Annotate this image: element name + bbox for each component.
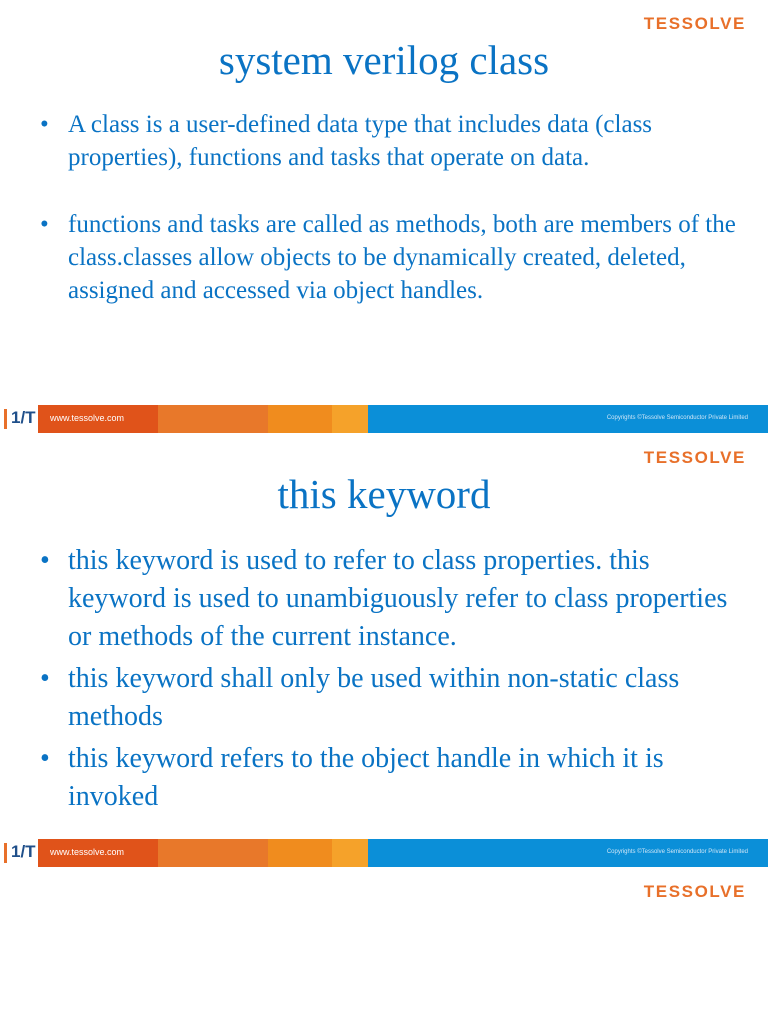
bullet-item (40, 660, 740, 736)
footer-logo (0, 839, 38, 867)
bullet-text: this keyword shall only be used within non-static class methods (68, 663, 680, 732)
slide-title: this keyword (277, 471, 491, 517)
footer-url[interactable]: www.tessolve.com (50, 847, 125, 857)
footer-copyright: Copyrights ©Tessolve Semiconductor Private Limited (606, 849, 748, 855)
bullet-dot-icon: • (40, 545, 50, 576)
bullet-text: this keyword is used to refer to class properties. this keyword is used to unambiguously refer to class properties or methods of the current instance. (68, 545, 728, 652)
bullet-item (40, 108, 740, 174)
bullet-text: A class is a user-defined data type that includes data (class properties), functions and tasks that operate on data. (68, 111, 653, 171)
slide-footer (0, 839, 768, 867)
bullet-item (40, 740, 740, 816)
slide-title: system verilog class (218, 37, 550, 83)
footer-copyright: Copyrights ©Tessolve Semiconductor Private Limited (606, 415, 748, 421)
tessolve-logo: TESSOLVE (643, 448, 746, 467)
bullet-item (40, 208, 740, 307)
bullet-list (40, 108, 740, 341)
slide-footer (0, 405, 768, 433)
bullet-item (40, 542, 740, 656)
bullet-dot-icon: • (40, 211, 49, 238)
footer-logo (0, 405, 38, 433)
slide-1 (0, 0, 768, 434)
footer-mark: 1/T (11, 842, 36, 861)
bullet-dot-icon: • (40, 111, 49, 138)
footer-mark: 1/T (11, 408, 36, 427)
tessolve-logo: TESSOLVE (643, 14, 746, 33)
bullet-text: functions and tasks are called as methods, both are members of the class.classes allow objects to be dynamically created, deleted, assigned and accessed via object handles. (68, 211, 736, 304)
bullet-dot-icon: • (40, 743, 50, 774)
bullet-dot-icon: • (40, 663, 50, 694)
footer-url[interactable]: www.tessolve.com (50, 413, 125, 423)
slide-3 (0, 868, 768, 1024)
slide-2 (0, 434, 768, 868)
tessolve-logo: TESSOLVE (643, 882, 746, 901)
bullet-text: this keyword refers to the object handle in which it is invoked (68, 743, 664, 812)
bullet-list (40, 542, 740, 820)
